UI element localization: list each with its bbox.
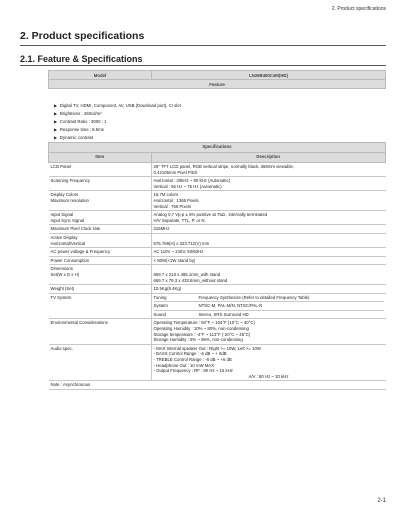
spec-item: Maximum Pixel Clock rate (49, 225, 152, 234)
desc-line: < 80W(<1W stand by) (153, 257, 196, 263)
subsection-rule (20, 65, 386, 66)
tv-sub-label: System (153, 303, 168, 309)
section-rule (20, 45, 386, 46)
spec-row-environment (49, 319, 386, 344)
running-header: 2. Product specifications (331, 6, 386, 12)
spec-item: TV System (49, 293, 152, 319)
feature-item: ▶ Digital TV, HDMI, Component, AV, USB (Download port), CI slot (54, 102, 181, 110)
spec-desc (151, 285, 386, 294)
spec-row-tv-system (49, 293, 386, 319)
feature-item: ▶ Brightness : 450cd/m² (54, 110, 181, 118)
desc-line: - TREBLE Control Range : -6 dB ~ +6 dB (153, 357, 232, 363)
item-line: Horizontal/Vertical (50, 240, 86, 246)
item-line: Input Sync Signal (50, 217, 84, 223)
spec-item (49, 265, 152, 285)
section-title: 2. Product specifications (20, 30, 145, 42)
feature-item: ▶ Contrast Ratio : 3000 : 1 (54, 118, 181, 126)
desc-line: Horizontal : 30kHz ~ 80 kHz (Automatic) (153, 178, 231, 184)
desc-line: 669.7 x 79.3 x 433.6mm_without stand (153, 277, 228, 283)
spec-row (49, 211, 386, 225)
desc-line: AC 110V ~ 240V, 50/60Hz (153, 249, 204, 255)
spec-desc (151, 211, 386, 225)
tv-sub-label: Tuning (153, 294, 167, 300)
description-header: Description (151, 153, 386, 163)
item-line: Active Display (50, 234, 78, 240)
desc-line: 575.769(H) x 323.712(V) mm (153, 240, 210, 246)
spec-item: Weight (Set) (49, 285, 152, 294)
item-line: Set(W x D x H) (50, 271, 80, 277)
desc-line: A/V : 80 Hz ~ 20 kHz (248, 373, 289, 379)
feature-item: ▶ Response time : 8.5ms (54, 126, 181, 134)
tv-system-subtable (154, 294, 384, 319)
desc-line: 26" TFT LCD panel, RGB vertical stripe, normally black, 368mm viewable, (153, 164, 295, 169)
note-text: Note : Asynchronous (49, 381, 386, 390)
spec-desc (151, 344, 386, 381)
desc-line: Vertical : 56 Hz ~ 75 Hz (Automatic) (153, 183, 222, 189)
item-line: Dimensions (50, 266, 73, 272)
item-line: Input Signal (50, 212, 74, 218)
spec-item: Scanning Frequency (49, 177, 152, 191)
spec-desc (151, 319, 386, 344)
specifications-table (48, 142, 386, 390)
spec-row (49, 191, 386, 211)
spec-item: AC power voltage & Frequency (49, 248, 152, 257)
desc-line: Horizontal : 1366 Pixels (153, 197, 199, 203)
spec-row (49, 256, 386, 265)
spec-row-audio (49, 344, 386, 381)
desc-line: 16.7M colors (153, 192, 179, 198)
desc-line: 315MHz (153, 226, 170, 232)
spec-desc (151, 293, 386, 319)
tv-sub-value: Stereo, SRS Surround HD (198, 311, 249, 317)
spec-item: Audio spec. (49, 344, 152, 381)
model-table (48, 70, 386, 89)
spec-row (49, 285, 386, 294)
spec-desc (151, 191, 386, 211)
note-row (49, 381, 386, 390)
desc-line: - MAX Internal speaker Out : Right >= 10W, Left >= 10W (153, 345, 261, 351)
item-line: Display Colors (50, 192, 79, 198)
desc-line: Analog 0.7 Vp-p ± 5% positive at 75Ω , internally terminated (153, 212, 268, 218)
desc-line: - Output Frequency : RF : 80 Hz ~ 15 kHz (153, 368, 233, 374)
desc-line: Operating Temperature : 50°F ~ 104°F (10°C ~ 40°C) (153, 320, 255, 326)
spec-row (49, 265, 386, 285)
desc-line: - BASS Control Range : -6 dB ~ + 6dB (153, 351, 227, 357)
spec-row (49, 225, 386, 234)
spec-desc (151, 265, 386, 285)
desc-line: 0.42105mm Pixel Pitch (153, 169, 198, 175)
desc-line: 669.7 x 216 x 485.1mm_with stand (153, 271, 221, 277)
feature-item: ▶ Dynamic contrast (54, 134, 181, 142)
spec-row (49, 248, 386, 257)
spec-desc (151, 177, 386, 191)
tv-sub-value: NTSC-M, PAL-M/N, NTSC/PAL-N (198, 303, 263, 309)
item-line: Maximum resolution (50, 197, 89, 203)
spec-desc (151, 248, 386, 257)
spec-item: Power Consumption (49, 256, 152, 265)
spec-desc (151, 163, 386, 177)
desc-line: Vertical : 768 Pixels (153, 203, 191, 209)
spec-item (49, 191, 152, 211)
spec-item (49, 211, 152, 225)
feature-label: Feature (49, 80, 386, 89)
spec-desc (151, 233, 386, 247)
spec-desc (151, 225, 386, 234)
spec-item (49, 233, 152, 247)
model-value: LN26B450C4M(HD) (152, 71, 386, 80)
item-header: Item (49, 153, 152, 163)
desc-line: 10.5Kg(9.4Kg) (153, 286, 182, 292)
desc-line: Storage temperature : -4°F ~ 113°F (-20°C ~ 45°C) (153, 331, 251, 337)
desc-line: - Headphone Out : 10 mW MAX (153, 362, 215, 368)
spec-item: Environmental Considerations (49, 319, 152, 344)
spec-row (49, 177, 386, 191)
specifications-title: Specifications (49, 143, 386, 153)
subsection-title: 2.1. Feature & Specifications (20, 54, 143, 64)
desc-line: Operating Humidity : 10% ~ 80%, non-condensing (153, 326, 249, 332)
spec-row (49, 163, 386, 177)
feature-list (54, 102, 181, 142)
spec-desc (151, 256, 386, 265)
desc-line: Storage Humidity : 5% ~ 95%, non-condensing (153, 337, 243, 343)
spec-item: LCD Panel (49, 163, 152, 177)
tv-sub-label: Sound (153, 311, 166, 317)
tv-sub-value: Frequency Synthesize (Refer to detailed Frequency Table) (198, 294, 310, 300)
desc-line: H/V Separate, TTL, P. or N. (153, 217, 206, 223)
spec-row (49, 233, 386, 247)
page-number: 2-1 (377, 498, 386, 504)
model-label: Model (49, 71, 152, 80)
